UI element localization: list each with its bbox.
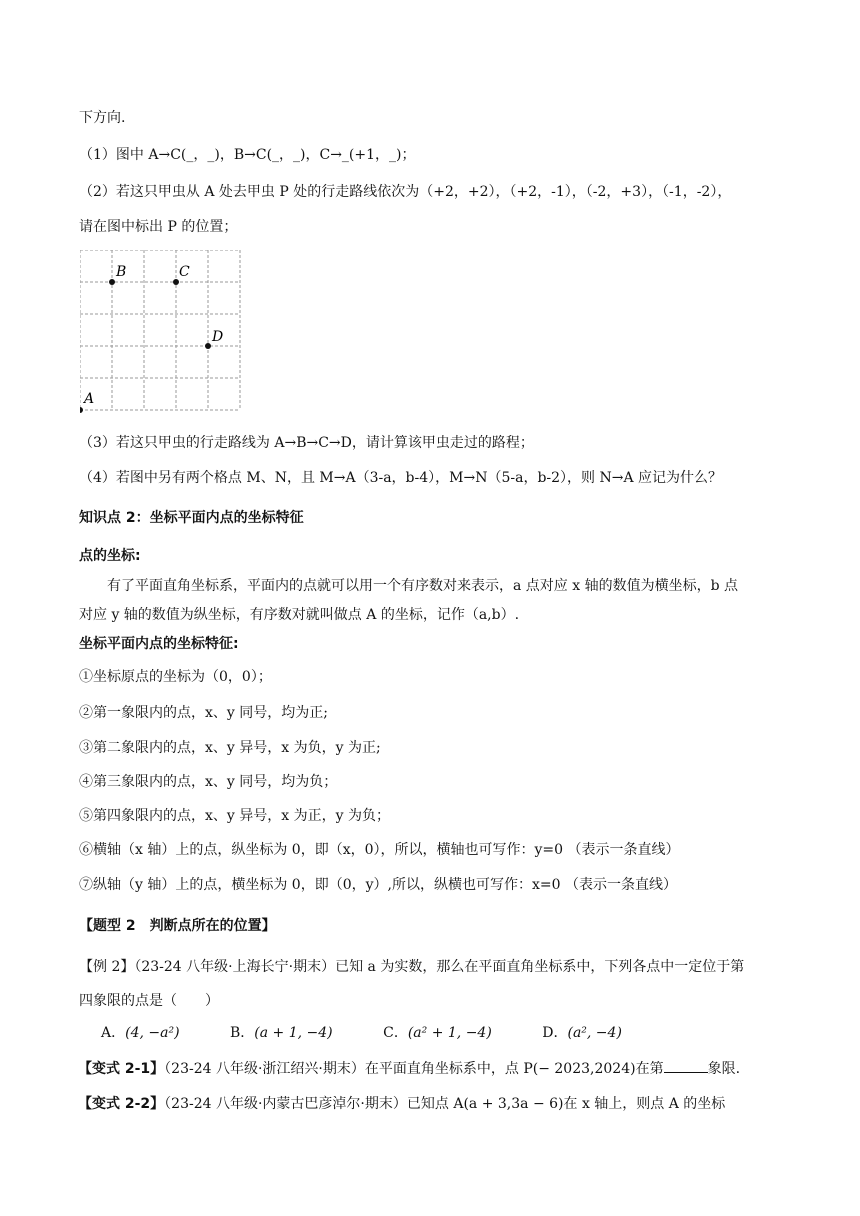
label-b: B [116, 264, 127, 280]
label-a: A [84, 391, 95, 407]
type-2-title: 【题型 2 判断点所在的位置】 [79, 918, 276, 934]
coordinate-grid [80, 250, 260, 420]
example-2-line2: 四象限的点是（ ） [79, 993, 219, 1009]
feature-item: ⑦纵轴（y 轴）上的点，横坐标为 0，即（0，y）,所以，纵横也可写作：x=0 （表示一条直线） [79, 877, 677, 893]
coordinate-paragraph-line1: 有了平面直角坐标系，平面内的点就可以用一个有序数对来表示，a 点对应 x 轴的数值为横坐标，b 点 [107, 578, 739, 594]
feature-item: ⑥横轴（x 轴）上的点，纵坐标为 0，即（x，0），所以，横轴也可写作：y=0 （表示一条直线） [79, 842, 680, 858]
coordinate-paragraph-line2: 对应 y 轴的数值为纵坐标，有序数对就叫做点 A 的坐标，记作（a,b）. [79, 607, 520, 623]
variant-2-2-text: （23-24 八年级·内蒙古巴彦淖尔·期末）已知点 A(a + 3,3a − 6)在 x 轴上，则点 A 的坐标 [164, 1096, 726, 1112]
point-a [80, 407, 83, 413]
variant-2-2 [78, 1094, 725, 1114]
question-4: （4）若图中另有两个格点 M、N，且 M→A（3-a，b-4），M→N（5-a，b-2），则 N→A 应记为什么？ [79, 470, 723, 486]
feature-item: ④第三象限内的点，x、y 同号，均为负； [79, 774, 338, 790]
variant-2-1-text: （23-24 八年级·浙江绍兴·期末）在平面直角坐标系中，点 P(− 2023,2024)在第 [164, 1061, 664, 1077]
variant-2-1-tag: 【变式 2-1】 [78, 1061, 165, 1077]
question-1: （1）图中 A→C(_，_)，B→C(_，_)，C→_(+1，_)； [79, 147, 416, 163]
top-text: 下方向. [79, 110, 126, 126]
options-row [101, 1023, 668, 1043]
feature-title: 坐标平面内点的坐标特征: [79, 636, 239, 652]
option-a: A．(4, −a²) [101, 1025, 180, 1041]
question-3: （3）若这只甲虫的行走路线为 A→B→C→D，请计算该甲虫走过的路程； [79, 435, 534, 451]
example-2-line1: 【例 2】（23-24 八年级·上海长宁·期末）已知 a 为实数，那么在平面直角坐标系中，下列各点中一定位于第 [79, 959, 745, 975]
option-d: D．(a², −4) [542, 1025, 622, 1041]
variant-2-1-tail: 象限. [707, 1061, 741, 1077]
point-d [205, 343, 211, 349]
feature-item: ⑤第四象限内的点，x、y 异号，x 为正，y 为负； [79, 808, 390, 824]
feature-item: ③第二象限内的点，x、y 异号，x 为负，y 为正; [79, 740, 381, 756]
variant-2-1 [78, 1058, 740, 1079]
coordinate-title: 点的坐标: [79, 548, 141, 564]
variant-2-2-tag: 【变式 2-2】 [78, 1096, 165, 1112]
feature-item: ②第一象限内的点，x、y 同号，均为正; [79, 705, 328, 721]
knowledge-point-2-title: 知识点 2：坐标平面内点的坐标特征 [79, 510, 304, 526]
question-2-line2: 请在图中标出 P 的位置； [79, 219, 238, 235]
label-d: D [212, 329, 224, 345]
label-c: C [179, 264, 190, 280]
question-2-line1: （2）若这只甲虫从 A 处去甲虫 P 处的行走路线依次为（+2，+2），（+2，-1），（-2，+3），（-1，-2）， [79, 184, 732, 200]
feature-item: ①坐标原点的坐标为（0，0）； [79, 669, 272, 685]
option-c: C．(a² + 1, −4) [383, 1025, 492, 1041]
answer-blank[interactable] [664, 1058, 708, 1073]
point-b [109, 279, 115, 285]
option-b: B．(a + 1, −4) [230, 1025, 333, 1041]
